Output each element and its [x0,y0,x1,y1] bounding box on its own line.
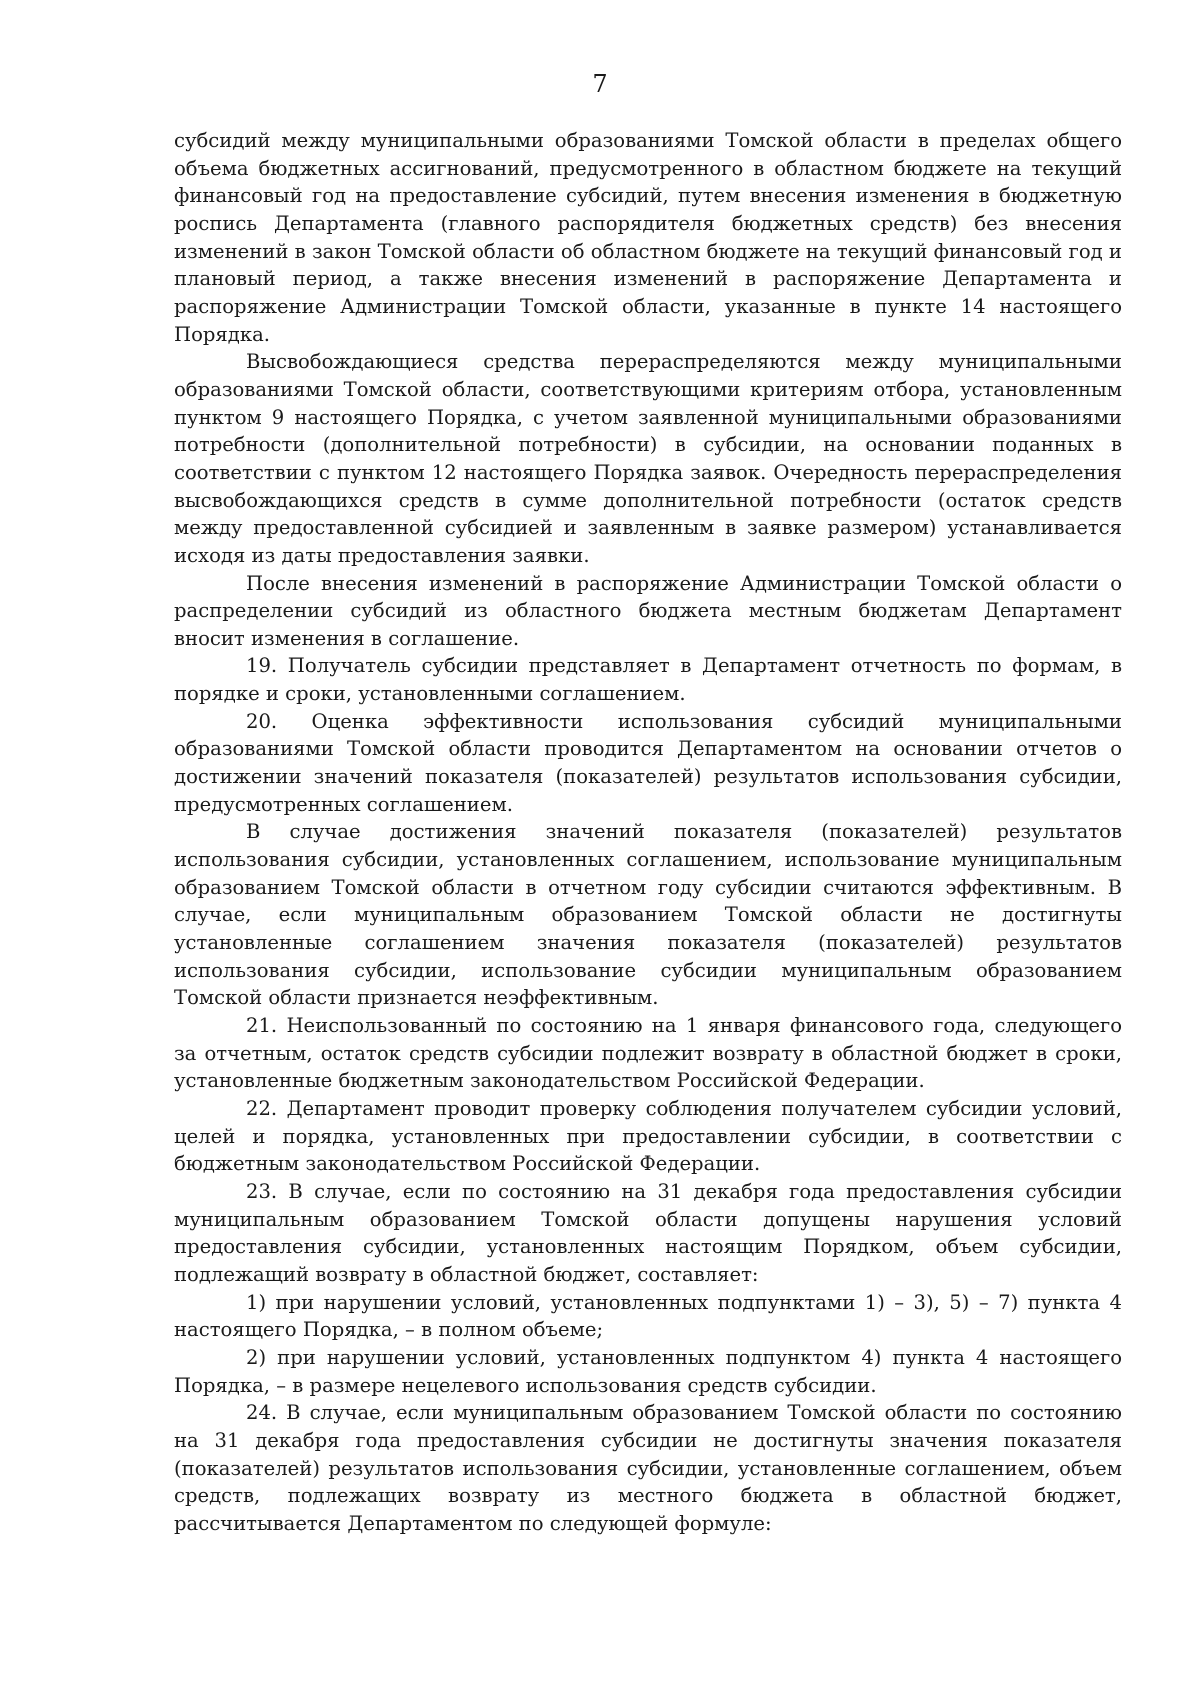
paragraph-agreement-changes: После внесения изменений в распоряжение Администрации Томской области о распределении субсидий из областного бюджета местным бюджетам Департамент вносит изменения в соглашение. [174,571,1122,650]
paragraph-continuation: субсидий между муниципальными образованиями Томской области в пределах общего объема бюджетных ассигнований, предусмотренного в областном бюджете на текущий финансовый год на предоставление субсидий, путем внесения изменения в бюджетную роспись Департамента (главного распорядителя бюджетных средств) без внесения изменений в закон Томской области об областном бюджете на текущий финансовый год и плановый период, а также внесения изменений в распоряжение Департамента и распоряжение Администрации Томской области, указанные в пункте 14 настоящего Порядка. [174,129,1122,346]
paragraph-subitem-1: 1) при нарушении условий, установленных подпунктами 1) – 3), 5) – 7) пункта 4 настоящего Порядка, – в полном объеме; [174,1290,1122,1342]
paragraph-item-20: 20. Оценка эффективности использования субсидий муниципальными образованиями Томской области проводится Департаментом на основании отчетов о достижении значений показателя (показателей) результатов использования субсидии, предусмотренных соглашением. [174,709,1122,816]
paragraph-subitem-2: 2) при нарушении условий, установленных подпунктом 4) пункта 4 настоящего Порядка, – в размере нецелевого использования средств субсидии. [174,1345,1122,1397]
document-body [174,127,1122,1537]
paragraph-item-21: 21. Неиспользованный по состоянию на 1 января финансового года, следующего за отчетным, остаток средств субсидии подлежит возврату в областной бюджет в сроки, установленные бюджетным законодательством Российской Федерации. [174,1014,1122,1093]
paragraph-item-22: 22. Департамент проводит проверку соблюдения получателем субсидии условий, целей и порядка, установленных при предоставлении субсидии, в соответствии с бюджетным законодательством Российской Федерации. [174,1096,1122,1176]
page-number: 7 [592,70,608,98]
paragraph-effectiveness: В случае достижения значений показателя (показателей) результатов использования субсидии, установленных соглашением, использование муниципальным образованием Томской области в отчетном году субсидии считаются эффективным. В случае, если муниципальным образованием Томской области не достигнуты установленные соглашением значения показателя (показателей) результатов использования субсидии, использование субсидии муниципальным образованием Томской области признается неэффективным. [174,820,1122,1010]
paragraph-item-23: 23. В случае, если по состоянию на 31 декабря года предоставления субсидии муниципальным образованием Томской области допущены нарушения условий предоставления субсидии, установленных настоящим Порядком, объем субсидии, подлежащий возврату в областной бюджет, составляет: [174,1179,1122,1286]
paragraph-redistribution: Высвобождающиеся средства перераспределяются между муниципальными образованиями Томской области, соответствующими критериям отбора, установленным пунктом 9 настоящего Порядка, с учетом заявленной муниципальными образованиями потребности (дополнительной потребности) в субсидии, на основании поданных в соответствии с пунктом 12 настоящего Порядка заявок. Очередность перераспределения высвобождающихся средств в сумме дополнительной потребности (остаток средств между предоставленной субсидией и заявленным в заявке размером) устанавливается исходя из даты предоставления заявки. [174,350,1122,567]
paragraph-item-19: 19. Получатель субсидии представляет в Департамент отчетность по формам, в порядке и сроки, установленными соглашением. [174,654,1122,706]
paragraph-item-24: 24. В случае, если муниципальным образованием Томской области по состоянию на 31 декабря года предоставления субсидии не достигнуты значения показателя (показателей) результатов использования субсидии, установленные соглашением, объем средств, подлежащих возврату из местного бюджета в областной бюджет, рассчитывается Департаментом по следующей формуле: [174,1401,1122,1535]
